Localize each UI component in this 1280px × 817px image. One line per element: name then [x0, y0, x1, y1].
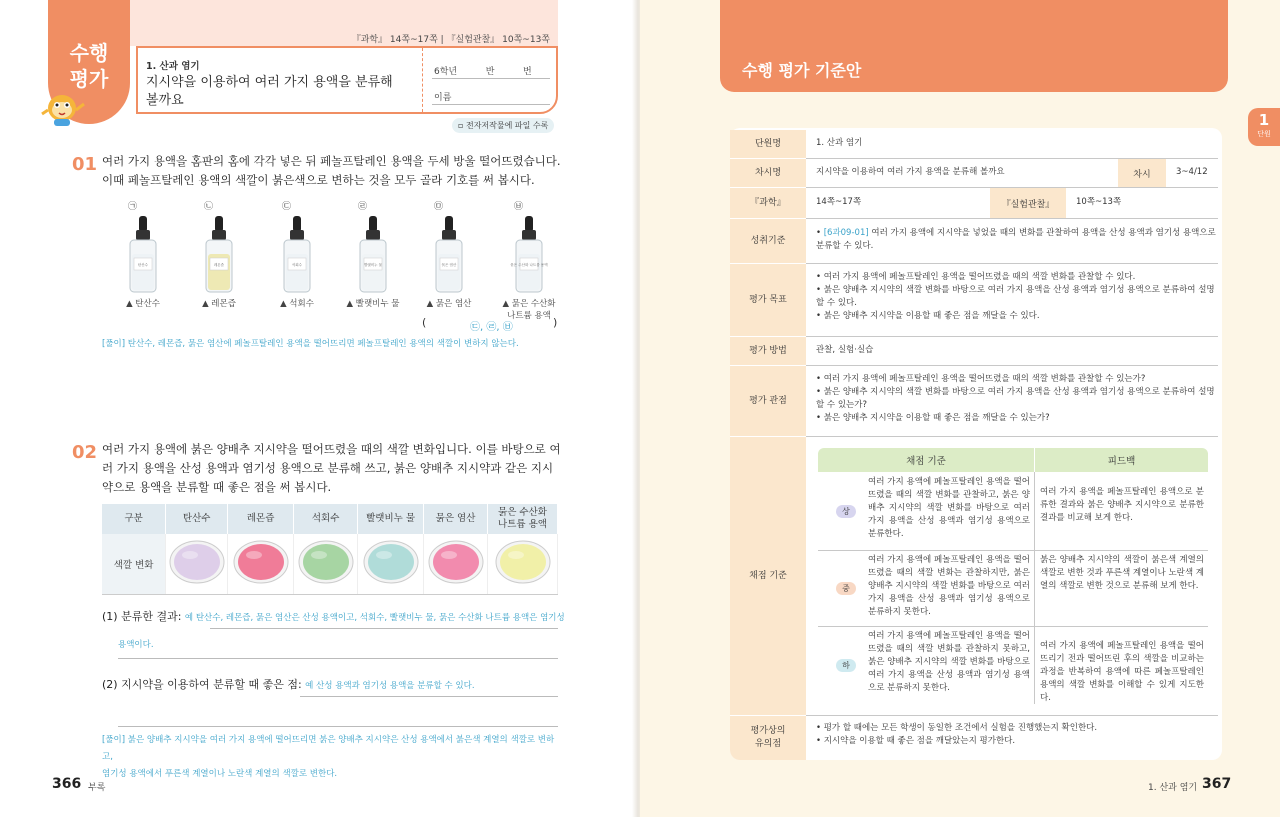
level-cell [826, 550, 866, 626]
bottle-4 [338, 194, 408, 310]
sub2-label: (2) 지시약을 이용하여 분류할 때 좋은 점: [102, 678, 302, 691]
row-divider [806, 263, 1218, 264]
table-header: 레몬즙 [228, 504, 294, 534]
bottle-5 [414, 194, 484, 310]
list-item: • 붉은 양배추 지시약을 이용할 때 좋은 점을 깨달을 수 있는가? [816, 413, 1050, 423]
bottle-label: ▲ 석회수 [280, 299, 314, 309]
level-badge: 중 [836, 582, 856, 595]
row-divider [806, 715, 1218, 716]
grade-underline [432, 78, 550, 79]
level-cell [826, 472, 866, 550]
dropper-bottle-icon [434, 216, 464, 294]
bottle-mark: ㉣ [358, 202, 368, 212]
sub1-line [102, 608, 565, 624]
question-number-2: 02 [72, 442, 98, 463]
color-cell [424, 534, 488, 594]
criteria-text: 여러 가지 용액에 페놀프탈레인 용액을 떨어뜨렸을 때의 색깔 변화를 관찰하지 못하고, 붉은 양배추 지시약의 색깔 변화를 바탕으로 여러 가지 용액을 산성 용액과 염기성 용액으로 분류하지 못한다. [868, 631, 1030, 693]
bottle-label: ▲ 빨랫비누 물 [346, 299, 400, 309]
dropper-bottle-icon [358, 216, 388, 294]
bottle-2 [184, 194, 254, 310]
color-cell [358, 534, 424, 594]
list-item: • 붉은 양배추 지시약을 이용할 때 좋은 점을 깨달을 수 있다. [816, 311, 1040, 321]
grade-class-field: 6학년 반 번 [434, 67, 532, 77]
row-divider [806, 436, 1218, 437]
row-label-note: 평가상의 유의점 [730, 716, 806, 760]
feedback-text: 여러 가지 용액에 페놀프탈레인 용액을 떨어뜨리기 전과 떨어뜨린 후의 색깔을 비교하는 과정을 반복하여 용액에 따른 페놀프탈레인 용액의 색깔 변화를 이해할 수 있게 지도한다. [1040, 641, 1204, 703]
table-header: 석회수 [294, 504, 358, 534]
row-label-goal: 평가 목표 [730, 264, 806, 336]
row-label-lesson: 차시명 [730, 159, 806, 187]
dropper-bottle-icon [282, 216, 312, 294]
unit-tab[interactable] [1248, 108, 1280, 146]
list-item: • 여러 가지 용액에 페놀프탈레인 용액을 떨어뜨렸을 때의 색깔 변화를 관찰할 수 있는가? [816, 374, 1146, 384]
standard-text: • [6과09-01] 여러 가지 용액에 지시약을 넣었을 때의 변화를 관찰하여 용액을 산성 용액과 염기성 용액으로 분류할 수 있다. [816, 228, 1216, 251]
table-header: 빨랫비누 물 [358, 504, 424, 534]
list-item: • 여러 가지 용액에 페놀프탈레인 용액을 떨어뜨렸을 때의 색깔 변화를 관찰할 수 있다. [816, 272, 1136, 282]
criteria-text: 여러 가지 용액에 페놀프탈레인 용액을 떨어뜨렸을 때의 색깔 변화는 관찰하지만, 붉은 양배추 지시약의 색깔 변화를 바탕으로 여러 가지 용액을 산성 용액과 염기성 용액으로 분류하지 못한다. [868, 555, 1030, 617]
list-item: • 평가 할 때에는 모든 학생이 동일한 조건에서 실험을 진행했는지 확인한다. [816, 723, 1098, 733]
mascot-icon [40, 86, 86, 128]
lab-value: 10쪽~13쪽 [1076, 197, 1122, 207]
method-value: 관찰, 실험·실습 [816, 345, 874, 355]
bottle-tag: 묽은 수산화 나트륨 용액 [510, 263, 548, 267]
lesson-header-box [136, 46, 558, 114]
lab-label: 『실험관찰』 [990, 188, 1066, 218]
sub2-answer: 예 산성 용액과 염기성 용액을 분류할 수 있다. [305, 681, 475, 691]
petri-dish-icon [168, 539, 226, 585]
bottle-label: ▲ 탄산수 [126, 299, 160, 309]
page-number-right: 367 [1202, 776, 1232, 792]
lesson-value: 지시약을 이용하여 여러 가지 용액을 분류해 볼까요 [816, 167, 1005, 177]
period-value: 3~4/12 [1176, 167, 1208, 177]
row-divider [806, 336, 1218, 337]
list-item: • 붉은 양배추 지시약의 색깔 변화를 바탕으로 여러 가지 용액을 산성 용액과 염기성 용액으로 분류하여 설명할 수 있다. [816, 285, 1215, 308]
period-label: 차시 [1118, 159, 1166, 187]
unit-tab-label: 단원 [1257, 130, 1271, 138]
q2-solution: [풀이] 붉은 양배추 지시약을 여러 가지 용액에 떨어뜨리면 붉은 양배추 지시약은 산성 용액에서 붉은색 계열의 색깔로 변하고, 염기성 용액에서 푸른색 계열이나 노란색 계열의 색깔로 변한다. [102, 735, 555, 779]
row-divider [806, 365, 1218, 366]
table-header: 탄산수 [166, 504, 228, 534]
bottle-mark: ㉠ [128, 202, 138, 212]
petri-dish-icon [362, 539, 420, 585]
bottle-mark: ㉤ [434, 202, 444, 212]
unit-title: 1. 산과 염기 [146, 61, 200, 72]
row-label-score: 채점 기준 [730, 437, 806, 715]
page-label-right: 1. 산과 염기 [1148, 783, 1198, 793]
answer-underline [210, 628, 558, 629]
rubric-table [818, 448, 1208, 704]
row-label-science: 『과학』 [730, 188, 806, 218]
name-underline [432, 104, 550, 105]
bottle-tag: 빨랫비누 물 [363, 263, 383, 267]
criteria-text: 여러 가지 용액에 페놀프탈레인 용액을 떨어뜨렸을 때의 색깔 변화를 관찰하고, 붉은 양배추 지시약의 색깔 변화를 바탕으로 여러 가지 용액을 산성 용액과 염기성 용액으로 분류한다. [868, 477, 1030, 539]
table-header: 구분 [102, 504, 166, 534]
list-item: • 지시약을 이용할 때 좋은 점을 깨달았는지 평가한다. [816, 736, 1016, 746]
feedback-text: 붉은 양배추 지시약의 색깔이 붉은색 계열의 색깔로 변한 것과 푸른색 계열이나 노란색 계열의 색깔로 변한 것으로 분류해 보게 한다. [1040, 555, 1205, 591]
unit-value: 1. 산과 염기 [816, 138, 863, 148]
rubric-row-divider [818, 626, 1208, 627]
answer-underline [118, 658, 558, 659]
petri-dish-icon [494, 539, 552, 585]
q1-answer: ㉢, ㉣, ㉥ [470, 322, 513, 333]
answer-underline [118, 726, 558, 727]
standard-value: 여러 가지 용액에 지시약을 넣었을 때의 변화를 관찰하여 용액을 산성 용액과 염기성 용액으로 분류할 수 있다. [816, 228, 1216, 251]
name-field: 이름 [434, 93, 452, 103]
level-badge: 하 [836, 659, 856, 672]
download-badge[interactable]: ▫ 전자저작물에 파일 수록 [452, 118, 554, 133]
page-label-left: 부록 [88, 783, 106, 793]
level-cell [826, 626, 866, 704]
question-number-1: 01 [72, 154, 98, 175]
petri-dish-icon [297, 539, 355, 585]
bottle-mark: ㉥ [514, 202, 524, 212]
petri-dish-icon [427, 539, 485, 585]
table-header-row [102, 504, 558, 534]
petri-dish-icon [232, 539, 290, 585]
bottle-1 [108, 194, 178, 310]
dropper-bottle-icon [204, 216, 234, 294]
bottle-mark: ㉢ [282, 202, 292, 212]
list-item: • 붉은 양배추 지시약의 색깔 변화를 바탕으로 여러 가지 용액을 산성 용액과 염기성 용액으로 분류하여 설명할 수 있는가? [816, 387, 1215, 410]
badge-text: 수행 평가 [69, 41, 109, 91]
q1-solution: [풀이] 탄산수, 레몬즙, 묽은 염산에 페놀프탈레인 용액을 떨어뜨리면 페놀프탈레인 용액의 색깔이 변하지 않는다. [102, 339, 519, 349]
level-badge: 상 [836, 505, 856, 518]
rubric-header-feedback: 피드백 [1035, 448, 1208, 472]
color-cell [166, 534, 228, 594]
feedback-text: 여러 가지 용액을 페놀프탈레인 용액으로 분류한 결과와 붉은 양배추 지시약으로 분류한 결과를 비교해 보게 한다. [1040, 487, 1204, 523]
science-value: 14쪽~17쪽 [816, 197, 862, 207]
question-text-2: 여러 가지 용액에 붉은 양배추 지시약을 떨어뜨렸을 때의 색깔 변화입니다. 이를 바탕으로 여러 가지 용액을 산성 용액과 염기성 용액으로 분류해 쓰고, 붉은 양배추 지시약과 같은 지시약으로 용액을 분류할 때 좋은 점을 써 봅시다. [102, 442, 561, 494]
table-header: 묽은 염산 [424, 504, 488, 534]
bottle-label: ▲ 레몬즙 [202, 299, 236, 309]
rubric-divider [1034, 472, 1035, 704]
bottle-tag: 묽은 염산 [441, 263, 457, 267]
header-divider [422, 48, 423, 112]
bottle-mark: ㉡ [204, 202, 214, 212]
color-cell [294, 534, 358, 594]
unit-tab-number: 1 [1258, 111, 1270, 129]
row-label-view: 평가 관점 [730, 366, 806, 436]
page-reference: 『과학』 14쪽~17쪽 | 『실험관찰』 10쪽~13쪽 [351, 35, 550, 45]
bottle-3 [262, 194, 332, 310]
sub2-line [102, 676, 475, 692]
color-cell [488, 534, 558, 594]
bottle-label: ▲ 묽은 수산화 나트륨 용액 [502, 299, 556, 321]
question-text-1: 여러 가지 용액을 홈판의 홈에 각각 넣은 뒤 페놀프탈레인 용액을 두세 방울 떨어뜨렸습니다. 이때 페놀프탈레인 용액의 색깔이 붉은색으로 변하는 것을 모두 골라 기호를 써 봅시다. [102, 154, 561, 187]
goal-list [816, 271, 1216, 323]
criteria-header [720, 0, 1228, 92]
bottle-tag: 탄산수 [137, 263, 149, 267]
answer-underline [300, 696, 558, 697]
row-label: 색깔 변화 [102, 534, 166, 594]
standard-code: [6과09-01] [823, 228, 869, 238]
color-cell [228, 534, 294, 594]
criteria-title: 수행 평가 기준안 [742, 61, 862, 80]
answer-paren-left: ( [422, 316, 427, 329]
lesson-title: 지시약을 이용하여 여러 가지 용액을 분류해 볼까요 [146, 75, 393, 108]
bottle-tag: 석회수 [291, 263, 303, 267]
row-divider [806, 218, 1218, 219]
row-label-standard: 성취기준 [730, 219, 806, 263]
row-label-unit: 단원명 [730, 130, 806, 158]
sub1-answer-a: 예 탄산수, 레몬즙, 묽은 염산은 산성 용액이고, 석회수, 빨랫비누 물, 묽은 수산화 나트륨 용액은 염기성 [184, 613, 565, 623]
bottle-6 [494, 194, 564, 322]
dropper-bottle-icon [510, 216, 548, 294]
color-change-table [102, 504, 558, 595]
sub1-label: (1) 분류한 결과: [102, 610, 182, 623]
page-number-left: 366 [52, 776, 82, 792]
row-label-method: 평가 방법 [730, 337, 806, 365]
note-list [816, 722, 1216, 748]
view-list [816, 373, 1216, 425]
rubric-row-divider [818, 550, 1208, 551]
table-row [102, 534, 558, 594]
rubric-header-criteria: 채점 기준 [818, 448, 1034, 472]
table-header: 묽은 수산화 나트륨 용액 [488, 504, 558, 534]
bottle-label: ▲ 묽은 염산 [426, 299, 472, 309]
answer-paren-right: ) [553, 316, 558, 329]
dropper-bottle-icon [128, 216, 158, 294]
bottle-tag: 레몬즙 [213, 263, 225, 267]
sub1-answer-b: 용액이다. [118, 640, 154, 650]
